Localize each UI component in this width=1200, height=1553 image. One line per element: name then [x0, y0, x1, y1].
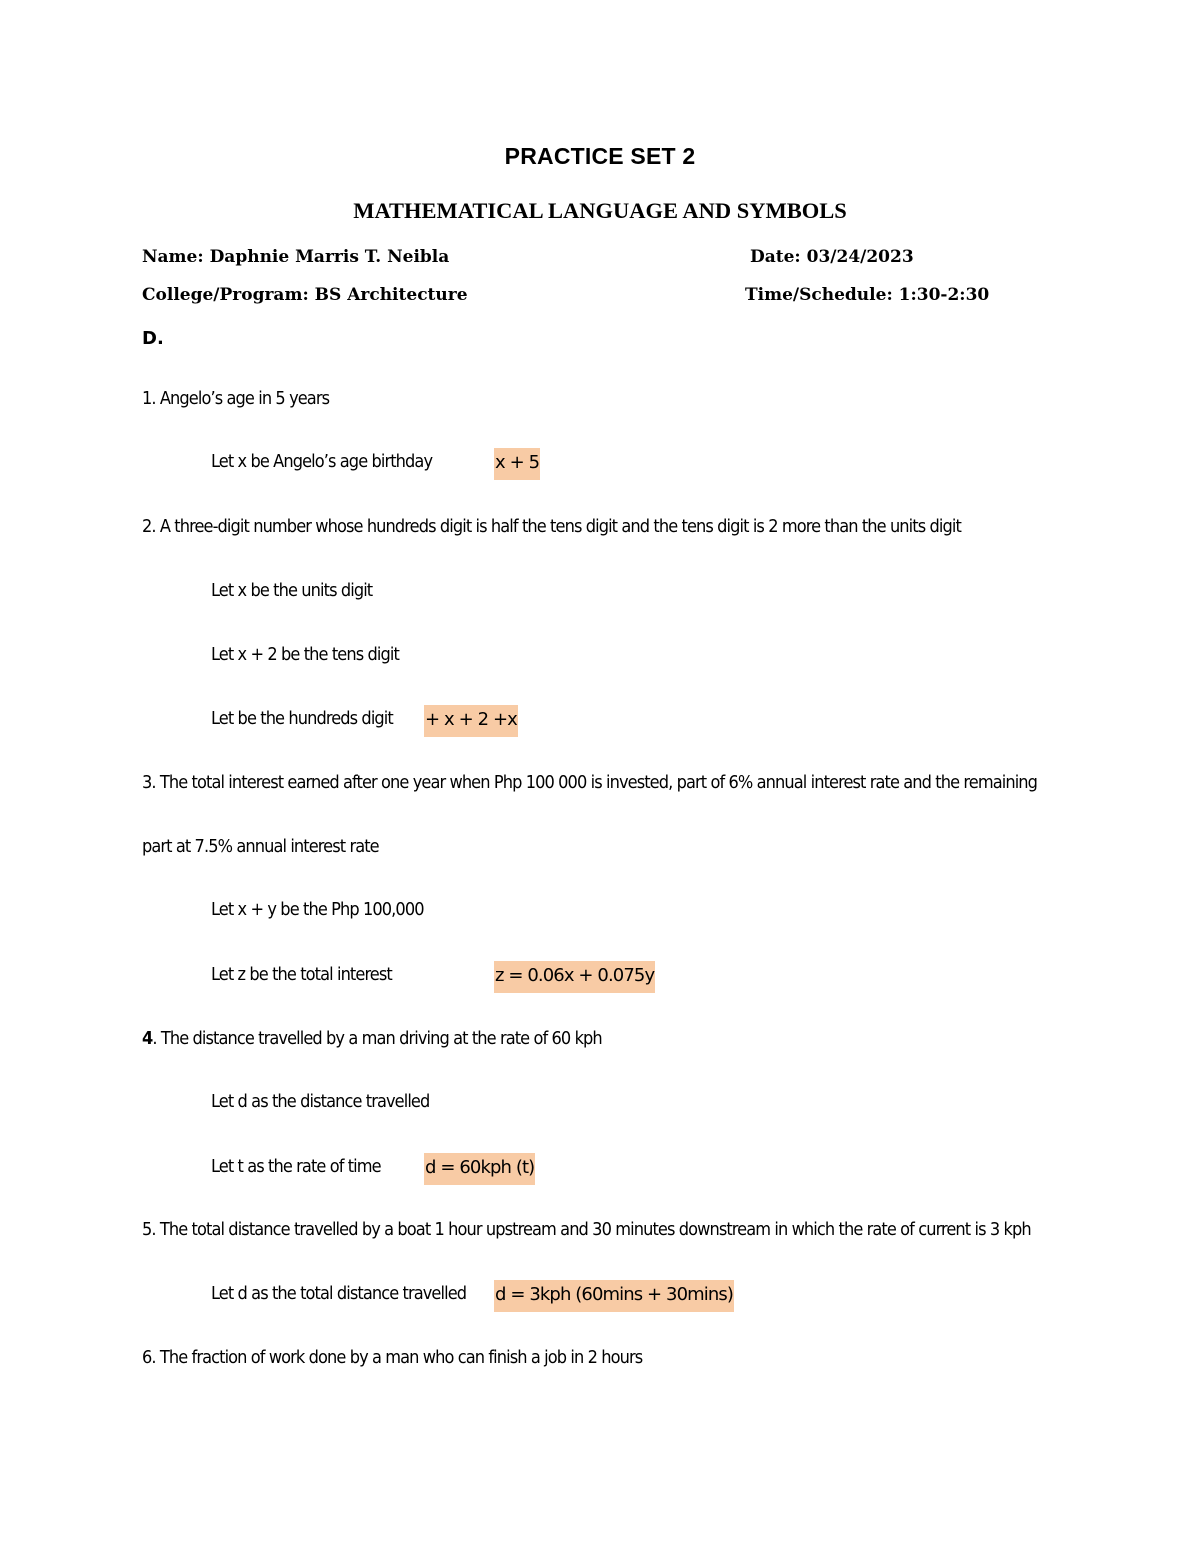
question-3-line-2: part at 7.5% annual interest rate [142, 836, 379, 857]
q4-answer: d = 60kph (t) [424, 1153, 535, 1185]
q2-let-2: Let x + 2 be the tens digit [211, 644, 399, 665]
section-label: D. [142, 328, 164, 349]
program-field [142, 285, 468, 305]
schedule-value: 1:30-2:30 [898, 285, 990, 305]
q4-let-1: Let d as the distance travelled [211, 1091, 430, 1112]
q2-answer: + x + 2 +x [424, 705, 518, 737]
q2-let-3: Let be the hundreds digit [211, 708, 393, 729]
question-4-number: 4 [142, 1028, 153, 1049]
q3-let-2: Let z be the total interest [211, 964, 392, 985]
date-value: 03/24/2023 [806, 247, 914, 267]
question-4 [142, 1028, 602, 1049]
question-2: 2. A three-digit number whose hundreds digit is half the tens digit and the tens digit is 2 more than the units digit [142, 516, 961, 537]
page-title: PRACTICE SET 2 [504, 143, 696, 169]
question-5: 5. The total distance travelled by a boat 1 hour upstream and 30 minutes downstream in which the rate of current is 3 kph [142, 1219, 1031, 1240]
q3-let-1: Let x + y be the Php 100,000 [211, 899, 424, 920]
schedule-field [745, 285, 989, 305]
name-value: Daphnie Marris T. Neibla [209, 247, 450, 267]
q3-answer: z = 0.06x + 0.075y [494, 961, 655, 993]
q5-let-1: Let d as the total distance travelled [211, 1283, 467, 1304]
name-field [142, 247, 449, 267]
date-field [750, 247, 914, 267]
question-3-line-1: 3. The total interest earned after one year when Php 100 000 is invested, part of 6% annual interest rate and the remaining [142, 772, 1038, 793]
name-label: Name: [142, 247, 204, 267]
question-1: 1. Angelo’s age in 5 years [142, 388, 330, 409]
date-label: Date: [750, 247, 801, 267]
schedule-label: Time/Schedule: [745, 285, 893, 305]
q1-let-1: Let x be Angelo’s age birthday [211, 451, 433, 472]
program-label: College/Program: [142, 285, 309, 305]
q5-answer: d = 3kph (60mins + 30mins) [494, 1280, 734, 1312]
page-subtitle: MATHEMATICAL LANGUAGE AND SYMBOLS [353, 198, 847, 223]
program-value: BS Architecture [314, 285, 468, 305]
q2-let-1: Let x be the units digit [211, 580, 373, 601]
question-4-text: . The distance travelled by a man driving at the rate of 60 kph [152, 1028, 602, 1049]
q4-let-2: Let t as the rate of time [211, 1156, 381, 1177]
question-6: 6. The fraction of work done by a man who can finish a job in 2 hours [142, 1347, 643, 1368]
q1-answer: x + 5 [494, 448, 540, 480]
